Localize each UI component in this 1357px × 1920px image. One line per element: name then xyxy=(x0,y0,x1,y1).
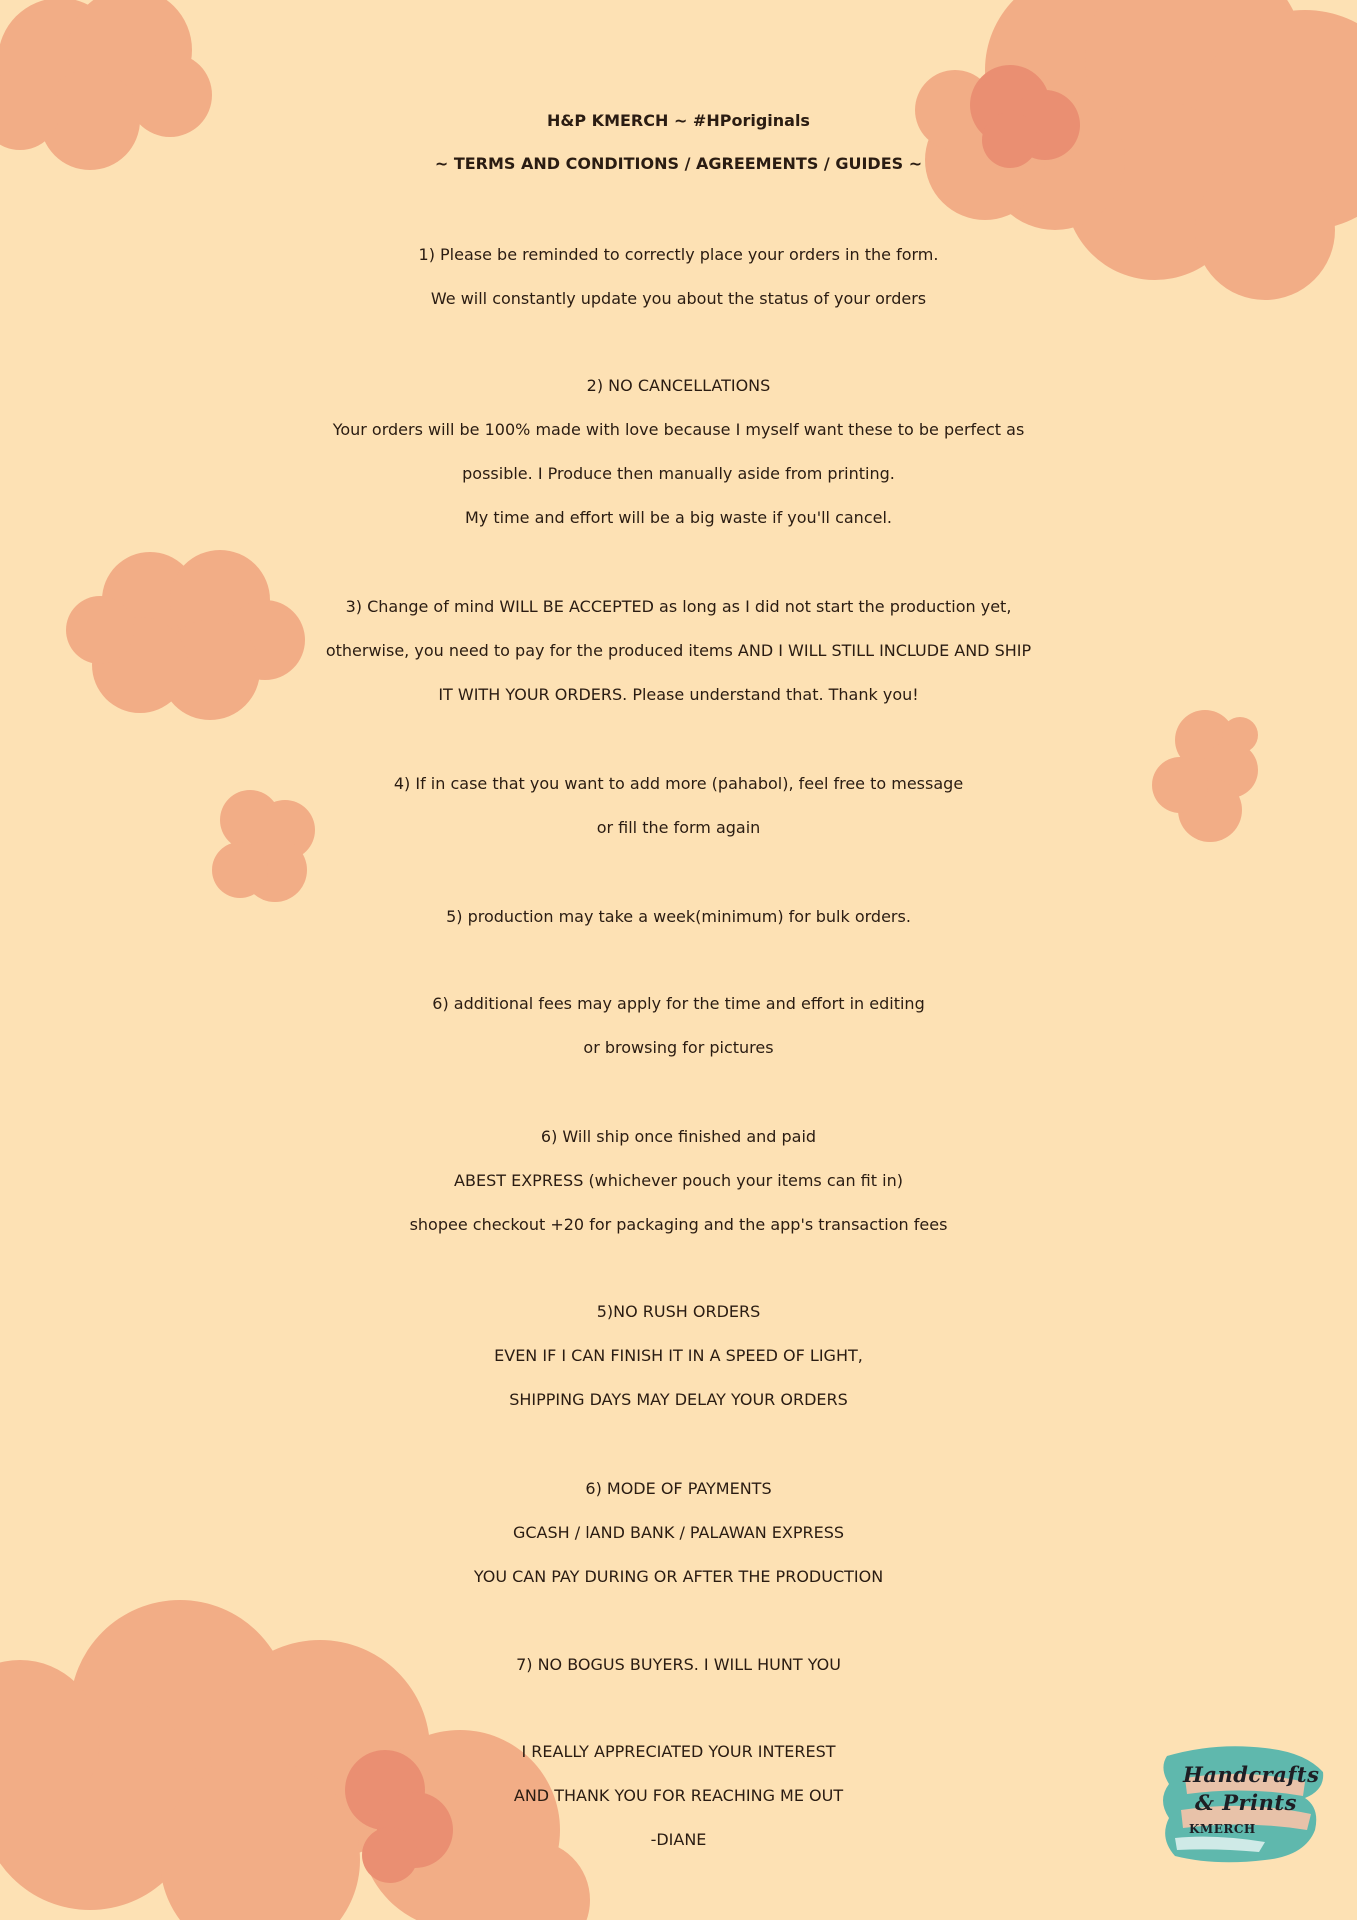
section-3-line-2: otherwise, you need to pay for the produced items AND I WILL STILL INCLUDE AND SHIP xyxy=(325,641,1032,660)
section-7-line-3: shopee checkout +20 for packaging and the app's transaction fees xyxy=(409,1215,948,1234)
section-3-line-3: IT WITH YOUR ORDERS. Please understand that. Thank you! xyxy=(438,685,919,704)
section-8-heading: 5)NO RUSH ORDERS xyxy=(596,1302,761,1321)
logo-line-2: & Prints xyxy=(1195,1790,1297,1815)
section-10-line-1: 7) NO BOGUS BUYERS. I WILL HUNT YOU xyxy=(516,1655,841,1674)
page-title: H&P KMERCH ~ #HPoriginals xyxy=(547,111,810,130)
section-8-line-1: EVEN IF I CAN FINISH IT IN A SPEED OF LIGHT, xyxy=(494,1346,863,1365)
section-9-heading: 6) MODE OF PAYMENTS xyxy=(585,1479,772,1498)
section-9-line-2: YOU CAN PAY DURING OR AFTER THE PRODUCTION xyxy=(473,1567,884,1586)
section-1-line-2: We will constantly update you about the status of your orders xyxy=(430,289,927,308)
section-2-line-1: Your orders will be 100% made with love because I myself want these to be perfect as xyxy=(332,420,1025,439)
brand-logo xyxy=(1155,1738,1327,1868)
closing-line-1: I REALLY APPRECIATED YOUR INTEREST xyxy=(521,1742,836,1761)
section-1-line-1: 1) Please be reminded to correctly place your orders in the form. xyxy=(418,245,939,264)
section-6-line-1: 6) additional fees may apply for the time and effort in editing xyxy=(432,994,925,1013)
section-9-line-1: GCASH / lAND BANK / PALAWAN EXPRESS xyxy=(512,1523,845,1542)
section-8-line-2: SHIPPING DAYS MAY DELAY YOUR ORDERS xyxy=(509,1390,848,1409)
section-3-line-1: 3) Change of mind WILL BE ACCEPTED as long as I did not start the production yet, xyxy=(345,597,1012,616)
logo-line-1: Handcrafts xyxy=(1183,1762,1320,1787)
signature: -DIANE xyxy=(650,1830,707,1849)
section-5-line-1: 5) production may take a week(minimum) for bulk orders. xyxy=(446,907,911,926)
section-2-line-3: My time and effort will be a big waste if you'll cancel. xyxy=(465,508,892,527)
page-subtitle: ~ TERMS AND CONDITIONS / AGREEMENTS / GUIDES ~ xyxy=(434,154,923,173)
logo-line-3: KMERCH xyxy=(1189,1822,1256,1836)
section-6-line-2: or browsing for pictures xyxy=(583,1038,774,1057)
section-4-line-2: or fill the form again xyxy=(596,818,761,837)
section-2-line-2: possible. I Produce then manually aside from printing. xyxy=(462,464,895,483)
section-7-line-2: ABEST EXPRESS (whichever pouch your items can fit in) xyxy=(454,1171,903,1190)
section-7-line-1: 6) Will ship once finished and paid xyxy=(540,1127,817,1146)
closing-line-2: AND THANK YOU FOR REACHING ME OUT xyxy=(513,1786,844,1805)
section-2-heading: 2) NO CANCELLATIONS xyxy=(586,376,771,395)
section-4-line-1: 4) If in case that you want to add more (pahabol), feel free to message xyxy=(393,774,964,793)
